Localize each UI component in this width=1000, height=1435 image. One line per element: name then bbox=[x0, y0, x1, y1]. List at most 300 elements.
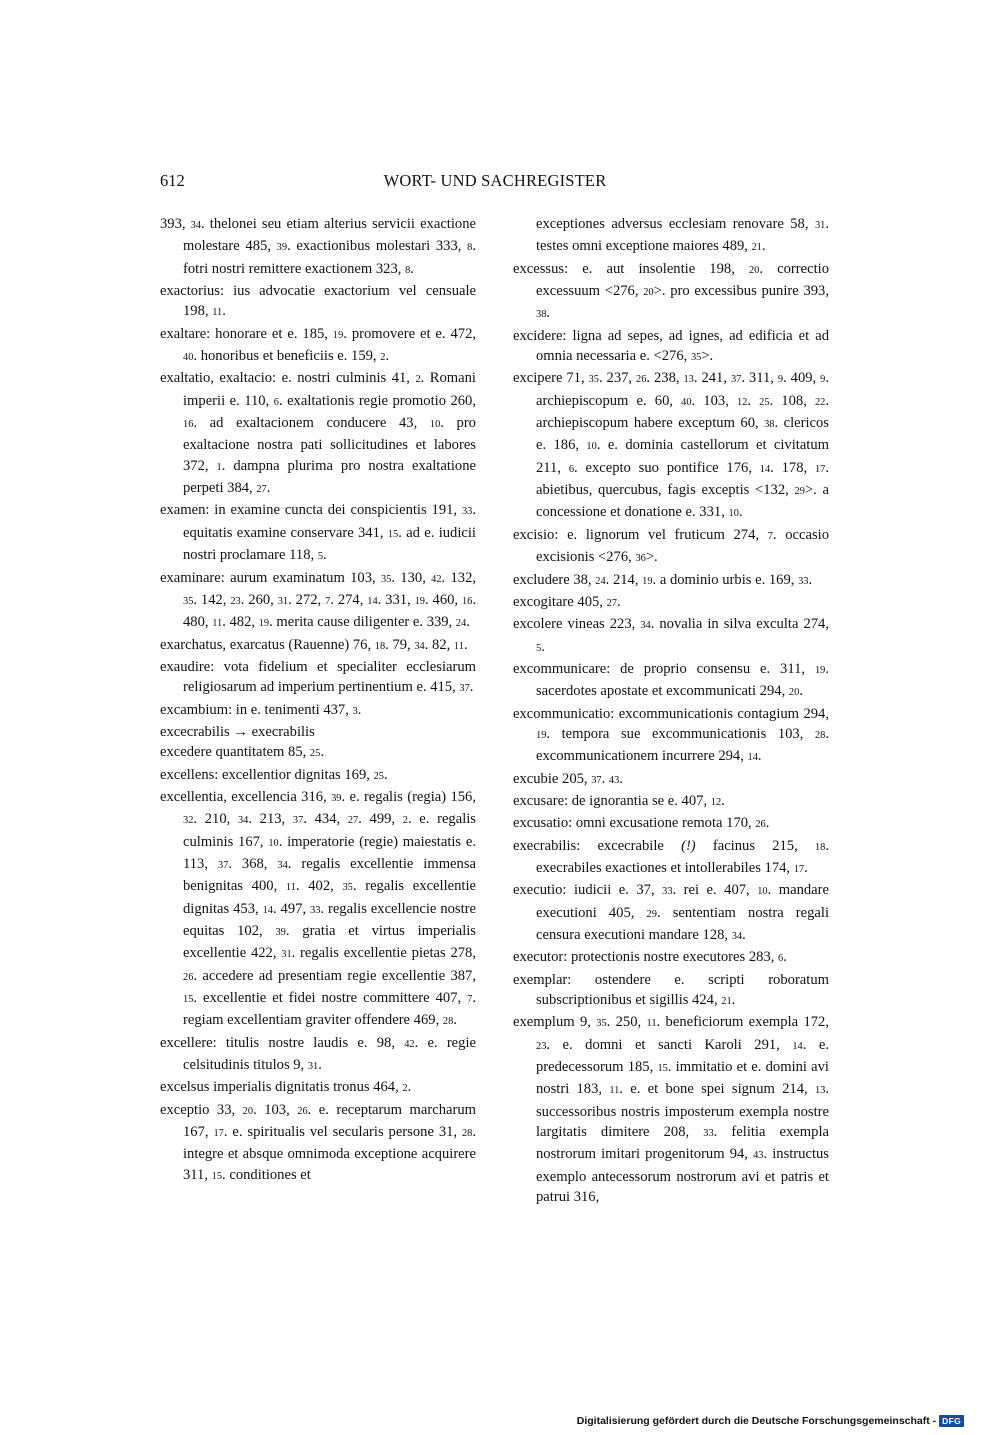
line-number: 27 bbox=[347, 815, 359, 827]
entry-text: . testes omni exceptione maiores 489, bbox=[536, 216, 829, 255]
entry-text: . integre et absque omnimoda exceptione acquirere 311, bbox=[183, 1124, 476, 1183]
entry-text: . 482, bbox=[222, 614, 259, 631]
line-number: 32 bbox=[183, 815, 194, 827]
line-number: 37 bbox=[591, 774, 602, 786]
line-number: 35 bbox=[380, 573, 392, 585]
index-entry bbox=[513, 614, 829, 659]
index-entry bbox=[513, 769, 829, 791]
funding-note: Digitalisierung gefördert durch die Deutsche Forschungsgemeinschaft - bbox=[576, 1415, 937, 1427]
index-entry bbox=[513, 947, 829, 969]
running-title: WORT- UND SACHREGISTER bbox=[383, 171, 607, 190]
entry-text: . sacerdotes apostate et excommunicati 294, bbox=[536, 660, 829, 700]
line-number: 17 bbox=[814, 463, 826, 475]
line-number: 10 bbox=[586, 441, 597, 453]
entry-text: . promovere et e. 472, bbox=[343, 325, 477, 342]
line-number: 10 bbox=[757, 886, 768, 898]
line-number: 35 bbox=[342, 882, 353, 894]
line-number: 1 bbox=[216, 461, 222, 473]
entry-text: . 79, bbox=[385, 636, 415, 653]
entry-text: exaltare: honorare et e. 185, bbox=[160, 325, 333, 342]
index-entry bbox=[160, 657, 476, 700]
line-number: 39 bbox=[276, 242, 288, 254]
page-number: 612 bbox=[160, 171, 185, 190]
line-number: 6 bbox=[273, 396, 279, 408]
line-number: 40 bbox=[183, 352, 194, 364]
line-number: 25 bbox=[759, 396, 770, 408]
line-number: 11 bbox=[609, 1085, 620, 1097]
entry-text: excipere 71, bbox=[513, 370, 589, 387]
index-entry bbox=[160, 368, 476, 500]
entry-text: . 272, bbox=[288, 591, 326, 608]
entry-text: . beneficiorum exempla 172, bbox=[656, 1014, 830, 1031]
entry-text: . 238, bbox=[646, 370, 684, 387]
line-number: 21 bbox=[751, 242, 762, 254]
line-number: 19 bbox=[258, 618, 270, 630]
line-number: 10 bbox=[268, 837, 279, 849]
line-number: 11 bbox=[212, 307, 223, 319]
index-entry bbox=[160, 324, 476, 369]
entry-text: . a dominio urbis e. 169, bbox=[652, 571, 799, 588]
entry-text: execrabilis: excecrabile bbox=[513, 837, 682, 854]
entry-text: . sententiam nostra regali censura executioni mandare 128, bbox=[536, 904, 830, 943]
line-number: 13 bbox=[814, 1085, 826, 1097]
entry-text: excellens: excellentior dignitas 169, bbox=[160, 766, 374, 783]
entry-text: exaudire: vota fidelium et specialiter ecclesiarum religiosarum ad imperium pertinentium e. 415, bbox=[160, 658, 476, 696]
entry-text: . Romani imperii e. 110, bbox=[183, 370, 476, 409]
entry-text: . 178, bbox=[770, 459, 815, 476]
entry-text: executor: protectionis nostre executores 283, bbox=[513, 949, 779, 966]
line-number: 19 bbox=[642, 575, 653, 587]
line-number: 27 bbox=[256, 484, 267, 496]
entry-text: . bbox=[783, 949, 787, 966]
line-number: 23 bbox=[536, 1040, 547, 1052]
entry-text: . bbox=[765, 815, 770, 832]
entry-text: excellere: titulis nostre laudis e. 98, bbox=[160, 1034, 405, 1051]
entry-text: . archiepiscopum e. 60, bbox=[536, 370, 830, 409]
entry-text: . bbox=[617, 593, 621, 610]
index-entry bbox=[160, 1077, 476, 1099]
entry-text: . bbox=[541, 638, 545, 655]
entry-text: . 214, bbox=[605, 571, 643, 588]
line-number: 9 bbox=[777, 374, 784, 386]
entry-text: . successoribus nostris imposterum exempla nostre largitatis dimitere 208, bbox=[536, 1081, 829, 1141]
entry-text: examinare: aurum examinatum 103, bbox=[160, 569, 381, 586]
line-number: 7 bbox=[325, 595, 331, 607]
entry-text: exceptio 33, bbox=[160, 1101, 243, 1118]
entry-text: . bbox=[463, 636, 468, 653]
entry-text: . e. regie celsitudinis titulos 9, bbox=[183, 1034, 476, 1074]
entry-text: . novalia in silva exculta 274, bbox=[650, 616, 830, 633]
index-entry bbox=[513, 836, 829, 881]
entry-text: >. bbox=[645, 549, 658, 566]
entry-text: . bbox=[757, 748, 762, 765]
index-entry bbox=[513, 791, 829, 813]
entry-text: excisio: e. lignorum vel fruticum 274, bbox=[513, 526, 768, 543]
line-number: 7 bbox=[467, 994, 473, 1006]
funding-footer bbox=[577, 1413, 964, 1429]
entry-text: . bbox=[323, 547, 327, 564]
entry-text: . merita cause diligenter e. 339, bbox=[269, 614, 456, 631]
entry-text: >. bbox=[701, 348, 714, 365]
entry-text: excellentia, excellencia 316, bbox=[160, 788, 332, 805]
entry-text: . bbox=[601, 770, 609, 787]
line-number: 36 bbox=[635, 553, 646, 565]
line-number: 28 bbox=[442, 1016, 454, 1028]
line-number: 2 bbox=[380, 352, 386, 364]
line-number: 33 bbox=[798, 575, 809, 587]
line-number: 34 bbox=[640, 620, 651, 632]
entry-text: . bbox=[222, 303, 226, 320]
entry-text: exceptiones adversus ecclesiam renovare 58, bbox=[536, 216, 815, 232]
line-number: 33 bbox=[703, 1128, 714, 1140]
line-number: 20 bbox=[748, 264, 760, 276]
entry-text: . regalis excellentie dignitas 453, bbox=[183, 878, 476, 917]
entry-text: . e. et bone spei signum 214, bbox=[619, 1081, 815, 1098]
entry-text: . bbox=[747, 392, 760, 409]
line-number: 12 bbox=[736, 396, 748, 408]
entry-text: . 497, bbox=[272, 900, 311, 917]
entry-text: . bbox=[619, 770, 623, 787]
line-number: 35 bbox=[596, 1018, 607, 1030]
line-number: 2 bbox=[402, 815, 408, 827]
line-number: 14 bbox=[792, 1040, 803, 1052]
index-entry bbox=[513, 259, 829, 326]
index-entry bbox=[513, 570, 829, 592]
entry-text: . 130, bbox=[391, 569, 432, 586]
line-number: 14 bbox=[367, 595, 378, 607]
line-number: 16 bbox=[183, 419, 194, 431]
line-number: 15 bbox=[657, 1063, 668, 1075]
entry-text: exactorius: ius advocatie exactorium vel censuale 198, bbox=[160, 283, 476, 320]
entry-text: . bbox=[318, 1057, 322, 1074]
entry-text: . tempora sue excommunicationis 103, bbox=[546, 725, 815, 742]
entry-text: . 82, bbox=[424, 636, 454, 653]
line-number: 17 bbox=[793, 863, 805, 875]
index-entry bbox=[160, 281, 476, 324]
entry-text: . 460, bbox=[425, 591, 462, 608]
entry-text: . 108, bbox=[769, 392, 815, 409]
line-number: 10 bbox=[728, 508, 739, 520]
line-number: 25 bbox=[373, 770, 384, 782]
entry-text: >. pro excessibus punire 393, bbox=[653, 283, 829, 300]
entry-text: . bbox=[469, 679, 474, 696]
index-entry bbox=[160, 700, 476, 722]
entry-text: . bbox=[466, 614, 470, 631]
line-number: 29 bbox=[794, 486, 805, 498]
line-number: 39 bbox=[275, 927, 286, 938]
line-number: 42 bbox=[431, 573, 442, 585]
index-entry bbox=[160, 500, 476, 567]
entry-text: . rei e. 407, bbox=[672, 882, 758, 899]
entry-text: . 434, bbox=[303, 811, 348, 828]
entry-text: . 103, bbox=[691, 392, 737, 409]
entry-text: . bbox=[320, 744, 324, 761]
entry-text: . 142, bbox=[193, 591, 231, 608]
entry-text: . ad e. iudicii nostri proclamare 118, bbox=[183, 524, 476, 564]
line-number: 37 bbox=[459, 683, 470, 695]
line-number: 31 bbox=[281, 949, 292, 961]
entry-text: . e. spiritualis vel secularis persone 31, bbox=[223, 1124, 462, 1141]
line-number: 15 bbox=[387, 528, 399, 540]
line-number: 33 bbox=[310, 904, 321, 916]
line-number: 28 bbox=[814, 729, 826, 741]
entry-text: . pro exaltacione nostra pati sollicitudines et labores 372, bbox=[183, 415, 476, 474]
entry-text: . 241, bbox=[693, 370, 731, 387]
line-number: 22 bbox=[814, 396, 826, 408]
entry-text: . imperatorie (regie) maiestatis e. 113, bbox=[183, 833, 476, 872]
entry-text: . 132, bbox=[441, 569, 477, 586]
line-number: 37 bbox=[217, 859, 229, 871]
line-number: 13 bbox=[683, 374, 694, 386]
line-number: 2 bbox=[415, 374, 421, 386]
line-number: 31 bbox=[307, 1061, 319, 1073]
entry-text: . accedere ad presentiam regie excellentie 387, bbox=[193, 967, 476, 984]
entry-text: . 331, bbox=[377, 591, 415, 608]
index-entry bbox=[160, 635, 476, 657]
line-number: 5 bbox=[536, 642, 542, 654]
entry-text: . 274, bbox=[330, 591, 368, 608]
entry-text: . exaltationis regie promotio 260, bbox=[278, 392, 477, 409]
index-entry bbox=[513, 525, 829, 570]
entry-text: executio: iudicii e. 37, bbox=[513, 882, 663, 899]
entry-text: . mandare executioni 405, bbox=[536, 882, 829, 921]
line-number: 9 bbox=[820, 374, 826, 386]
entry-text: excessus: e. aut insolentie 198, bbox=[513, 260, 749, 277]
line-number: 29 bbox=[646, 908, 657, 920]
entry-text: . bbox=[383, 766, 388, 783]
line-number: 38 bbox=[764, 419, 775, 431]
entry-text: . 499, bbox=[358, 811, 403, 828]
line-number: 33 bbox=[662, 886, 673, 898]
entry-text: . excommunicationem incurrere 294, bbox=[536, 725, 829, 765]
entry-text: . 250, bbox=[606, 1014, 647, 1031]
index-entry bbox=[513, 1012, 829, 1207]
entry-text: . clericos e. 186, bbox=[536, 415, 829, 454]
index-entry bbox=[513, 970, 829, 1013]
line-number: 14 bbox=[759, 463, 771, 475]
line-number: 20 bbox=[643, 287, 654, 299]
entry-text: excidere: ligna ad sepes, ad ignes, ad edificia et ad omnia necessaria e. <276, bbox=[513, 327, 829, 365]
dfg-logo: DFG bbox=[939, 1415, 964, 1427]
entry-text: excedere quantitatem 85, bbox=[160, 744, 310, 761]
entry-text: . 213, bbox=[248, 811, 293, 828]
line-number: 5 bbox=[317, 551, 324, 563]
index-column-right bbox=[513, 214, 829, 1207]
entry-text: excludere 38, bbox=[513, 571, 596, 588]
entry-text: . gratia et virtus imperialis excellentie 422, bbox=[183, 923, 476, 962]
index-entry-continued bbox=[513, 214, 829, 259]
line-number: 39 bbox=[331, 792, 342, 804]
line-number: 16 bbox=[461, 595, 473, 607]
line-number: 7 bbox=[767, 530, 773, 542]
entry-text: . bbox=[410, 260, 414, 277]
line-number: 11 bbox=[453, 640, 464, 652]
line-number: 24 bbox=[595, 575, 606, 587]
entry-text: (!) bbox=[681, 837, 696, 854]
entry-text: . correctio excessuum <276, bbox=[536, 260, 829, 300]
entry-text: . 260, bbox=[240, 591, 278, 608]
entry-text: . excellentie et fidei nostre committere 407, bbox=[193, 990, 468, 1007]
index-entry bbox=[160, 765, 476, 787]
entry-text: . honoribus et beneficiis e. 159, bbox=[193, 348, 381, 365]
entry-text: excambium: in e. tenimenti 437, bbox=[160, 701, 353, 718]
entry-text: examen: in examine cuncta dei conspicientis 191, bbox=[160, 502, 462, 519]
entry-text: . felitia exempla nostrorum imitari progenitorum 94, bbox=[536, 1124, 829, 1163]
line-number: 6 bbox=[568, 463, 575, 475]
entry-text: excolere vineas 223, bbox=[513, 616, 641, 633]
line-number: 43 bbox=[753, 1150, 764, 1162]
line-number: 19 bbox=[536, 729, 547, 741]
line-number: 12 bbox=[710, 796, 722, 808]
line-number: 10 bbox=[429, 419, 441, 431]
entry-text: >. a concessione et donatione e. 331, bbox=[536, 482, 829, 521]
entry-text: . equitatis examine conservare 341, bbox=[183, 502, 476, 541]
index-entry bbox=[513, 880, 829, 947]
line-number: 17 bbox=[213, 1128, 224, 1140]
line-number: 34 bbox=[237, 815, 249, 827]
entry-text: . bbox=[357, 701, 362, 718]
entry-text: . abietibus, quercubus, fagis exceptis <132, bbox=[536, 459, 830, 499]
line-number: 23 bbox=[230, 595, 241, 607]
line-number: 18 bbox=[814, 841, 826, 853]
entry-text: excogitare 405, bbox=[513, 593, 607, 610]
index-entry bbox=[513, 704, 829, 769]
index-entry bbox=[513, 592, 829, 614]
entry-text: excecrabilis → execrabilis bbox=[160, 723, 315, 740]
line-number: 11 bbox=[646, 1018, 657, 1030]
index-entry bbox=[160, 742, 476, 764]
entry-text: . archiepiscopum habere exceptum 60, bbox=[536, 392, 830, 432]
entry-text: 393, bbox=[160, 216, 191, 232]
entry-text: . regiam excellentiam graviter offendere 469, bbox=[183, 990, 476, 1029]
line-number: 15 bbox=[211, 1170, 223, 1182]
entry-text: exaltatio, exaltacio: e. nostri culminis 41, bbox=[160, 370, 416, 387]
entry-text: . 409, bbox=[783, 370, 821, 387]
entry-text: . regalis excellencie nostre equitas 102, bbox=[183, 900, 476, 939]
entry-text: . e. receptarum marcharum 167, bbox=[183, 1101, 476, 1141]
line-number: 25 bbox=[309, 748, 321, 760]
entry-text: . dampna plurima pro nostra exaltatione perpeti 384, bbox=[183, 457, 477, 497]
line-number: 28 bbox=[461, 1128, 473, 1140]
line-number: 31 bbox=[814, 220, 826, 231]
entry-text: . bbox=[546, 305, 551, 322]
entry-text: . bbox=[799, 683, 803, 700]
entry-text: . bbox=[808, 571, 813, 588]
line-number: 26 bbox=[297, 1105, 308, 1117]
line-number: 8 bbox=[405, 264, 411, 276]
line-number: 38 bbox=[536, 309, 547, 321]
line-number: 35 bbox=[588, 374, 599, 386]
line-number: 2 bbox=[402, 1083, 408, 1095]
entry-text: . e. regalis (regia) 156, bbox=[341, 788, 476, 805]
entry-text: . thelonei seu etiam alterius servicii exactione molestare 485, bbox=[183, 216, 476, 255]
entry-text: . bbox=[721, 792, 725, 809]
line-number: 34 bbox=[190, 220, 202, 231]
entry-text: excusatio: omni excusatione remota 170, bbox=[513, 815, 756, 832]
line-number: 35 bbox=[183, 595, 194, 607]
entry-text: . 480, bbox=[183, 591, 477, 631]
index-entry bbox=[160, 214, 476, 281]
entry-text: . excepto suo pontifice 176, bbox=[574, 459, 760, 476]
line-number: 43 bbox=[608, 774, 620, 786]
entry-text: . e. domni et sancti Karoli 291, bbox=[546, 1036, 793, 1053]
index-entry bbox=[513, 813, 829, 835]
entry-text: . 210, bbox=[193, 811, 238, 828]
entry-text: . bbox=[738, 504, 743, 521]
entry-text: . execrabiles exactiones et intollerabiles 174, bbox=[536, 837, 829, 876]
entry-text: excusare: de ignorantia se e. 407, bbox=[513, 792, 711, 809]
entry-text: . bbox=[453, 1012, 457, 1029]
index-column-left bbox=[160, 214, 476, 1187]
entry-text: . e. regalis culminis 167, bbox=[183, 811, 476, 850]
line-number: 21 bbox=[721, 996, 732, 1008]
index-entry bbox=[160, 787, 476, 1033]
entry-text: excommunicare: de proprio consensu e. 311, bbox=[513, 660, 815, 677]
line-number: 37 bbox=[292, 815, 304, 827]
line-number: 33 bbox=[461, 506, 473, 518]
line-number: 35 bbox=[690, 352, 702, 364]
entry-text: . bbox=[266, 480, 271, 497]
line-number: 15 bbox=[183, 994, 194, 1006]
line-number: 19 bbox=[414, 595, 425, 607]
index-entry bbox=[513, 659, 829, 704]
entry-text: . ad exaltacionem conducere 43, bbox=[193, 415, 430, 432]
index-entry bbox=[160, 1033, 476, 1078]
entry-text: . instructus exemplo antecessorum nostrorum avi et patris et patrui 316, bbox=[536, 1146, 829, 1206]
line-number: 37 bbox=[730, 374, 742, 386]
line-number: 14 bbox=[747, 752, 758, 764]
line-number: 20 bbox=[242, 1105, 254, 1117]
entry-text: . e. predecessorum 185, bbox=[536, 1036, 829, 1076]
entry-text: . 402, bbox=[295, 878, 343, 895]
entry-text: . occasio excisionis <276, bbox=[536, 526, 829, 566]
entry-text: . bbox=[385, 348, 390, 365]
line-number: 19 bbox=[332, 329, 344, 341]
entry-text: . 103, bbox=[253, 1101, 298, 1118]
entry-text: excubie 205, bbox=[513, 770, 592, 787]
line-number: 24 bbox=[455, 618, 467, 630]
line-number: 31 bbox=[277, 595, 289, 607]
line-number: 20 bbox=[788, 687, 800, 699]
index-entry bbox=[160, 568, 476, 635]
line-number: 34 bbox=[277, 859, 288, 871]
line-number: 8 bbox=[467, 242, 473, 254]
line-number: 14 bbox=[262, 904, 273, 916]
line-number: 11 bbox=[285, 882, 296, 894]
entry-text: . bbox=[742, 927, 746, 943]
index-entry bbox=[513, 368, 829, 524]
entry-text: . fotri nostri remittere exactionem 323, bbox=[183, 238, 476, 277]
line-number: 27 bbox=[606, 597, 617, 609]
line-number: 11 bbox=[212, 618, 223, 630]
index-entry bbox=[160, 1100, 476, 1187]
entry-text: exemplar: ostendere e. scripti roboratum subscriptionibus et sigillis 424, bbox=[513, 971, 829, 1009]
entry-text: . 368, bbox=[228, 855, 278, 872]
entry-text: facinus 215, bbox=[695, 837, 815, 854]
line-number: 42 bbox=[404, 1038, 415, 1050]
line-number: 3 bbox=[352, 705, 358, 717]
page-header bbox=[160, 171, 830, 195]
entry-text: . immitatio et e. domini avi nostri 183, bbox=[536, 1059, 829, 1098]
entry-text: . e. dominia castellorum et civitatum 211, bbox=[536, 437, 830, 476]
entry-text: . 237, bbox=[598, 370, 637, 387]
index-entry bbox=[160, 722, 476, 742]
entry-text: . regalis excellentie pietas 278, bbox=[291, 945, 476, 962]
entry-text: . bbox=[762, 238, 766, 255]
entry-text: . bbox=[407, 1079, 412, 1096]
line-number: 40 bbox=[681, 396, 692, 408]
entry-text: excelsus imperialis dignitatis tronus 464, bbox=[160, 1079, 403, 1096]
